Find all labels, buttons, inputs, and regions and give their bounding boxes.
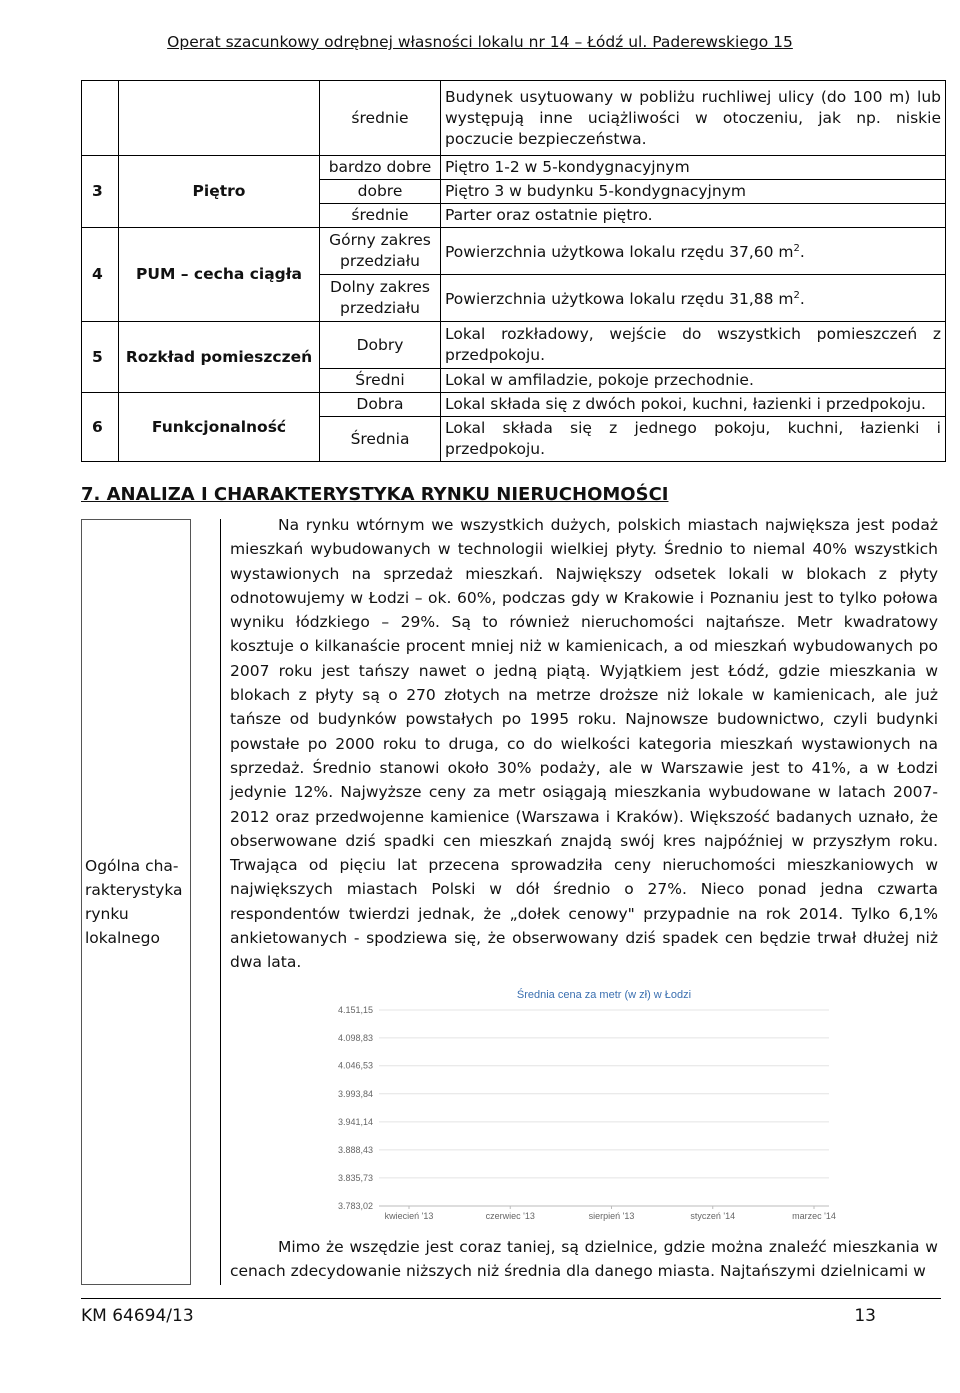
desc-text: Powierzchnia użytkowa lokalu rzędu 31,88 m (445, 290, 794, 309)
criterion-number: 6 (82, 393, 119, 462)
desc-text: Powierzchnia użytkowa lokalu rzędu 37,60 m (445, 243, 794, 262)
desc-tail: . (799, 290, 805, 309)
level-cell: Dolny zakres przedziału (320, 275, 441, 322)
column-divider (220, 519, 221, 1285)
table-row (82, 81, 946, 156)
y-tick-label: 3.888,43 (337, 1144, 373, 1155)
desc-cell (441, 228, 946, 275)
table-row (82, 228, 946, 275)
level-cell: dobre (320, 180, 441, 204)
y-tick-label: 3.835,73 (337, 1172, 373, 1183)
footer-doc-number: KM 64694/13 (81, 1306, 194, 1326)
x-tick-label: sierpień '13 (588, 1211, 635, 1221)
chart-title: Średnia cena za metr (w zł) w Łodzi (516, 989, 692, 1001)
footer-divider (81, 1298, 941, 1299)
criterion-name: Funkcjonalność (119, 393, 320, 462)
criterion-name: Piętro (119, 156, 320, 228)
criterion-number: 4 (82, 228, 119, 322)
level-cell: średnie (320, 81, 441, 156)
market-label-cell (81, 519, 191, 1285)
section-title: 7. ANALIZA I CHARAKTERYSTYKA RYNKU NIERUCHOMOŚCI (81, 484, 669, 505)
desc-tail: . (799, 243, 805, 262)
price-chart (321, 980, 837, 1226)
criterion-number: 3 (82, 156, 119, 228)
desc-cell: Parter oraz ostatnie piętro. (441, 204, 946, 228)
y-tick-label: 3.941,14 (337, 1116, 373, 1127)
market-paragraph-1: Na rynku wtórnym we wszystkich dużych, polskich miastach największa jest podaż mieszkań wybudowanych w technologii wielkiej płyty. Średnio to niemal 40% wszystkich wystawionych na sprzedaż mieszkań. Największy odsetek lokali w blokach z płyty odnotowujemy w Łodzi – ok. 60%, podczas gdy w Krakowie i Poznaniu jest to tylko połowa wyniku łódzkiego – 29%. Są to również nieruchomości najtańsze. Metr kwadratowy kosztuje o kilkanaście procent mniej niż w kamienicach, a od mieszkań wybudowanych po 2007 roku jest tańszy nawet o jedną piątą. Wyjątkiem jest Łódź, gdzie mieszkania w blokach z płyty są o 270 złotych na metrze droższe niż lokale w kamienicach, ale już tańsze od budynków powstałych po 1995 roku. Najnowsze budownictwo, czyli budynki powstałe po 2000 roku to druga, co do wielkości kategoria mieszkań wystawionych na sprzedaż. Średnio stanowi około 30% podaży, ale w Warszawie jest to 41%, a w Łodzi jedynie 12%. Najwyższe ceny za metr osiągają mieszkania wybudowane w latach 2007-2012 oraz przedwojenne kamienice (Warszawa i Kraków). Większość badanych uznało, że obserwowane dziś spadki cen mieszkań znajdą swój kres najpóźniej w przyszłym roku. Trwająca od pięciu lat przecena sprowadziła ceny nieruchomości mieszkaniowych w największych miastach Polski w dół średnio o 27%. Nieco ponad jedna czwarta respondentów twierdzi jednak, że „dołek cenowy" przypadnie na rok 2014. Tylko 6,1% ankietowanych - spodziewa się, że obserwowany dziś spadek cen będzie trwał dłużej niż dwa lata. (230, 516, 938, 972)
table-row (82, 322, 946, 369)
market-paragraph-2: Mimo że wszędzie jest coraz taniej, są dzielnice, gdzie można znaleźć mieszkania w cenach zdecydowanie niższych niż średnia dla danego miasta. Najtańszymi dzielnicami w (230, 1238, 938, 1281)
desc-superscript: 2 (793, 290, 800, 302)
criteria-table (81, 80, 946, 462)
desc-cell: Lokal rozkładowy, wejście do wszystkich pomieszczeń z przedpokoju. (441, 322, 946, 369)
y-tick-label: 4.098,83 (337, 1032, 373, 1043)
level-cell: średnie (320, 204, 441, 228)
market-label: Ogólna cha-rakterystyka rynku lokalnego (85, 857, 183, 947)
level-cell: Średni (320, 369, 441, 393)
desc-superscript: 2 (793, 243, 800, 255)
x-tick-label: styczeń '14 (690, 1211, 736, 1221)
criterion-name: PUM – cecha ciągła (119, 228, 320, 322)
desc-cell: Lokal w amfiladzie, pokoje przechodnie. (441, 369, 946, 393)
x-tick-label: marzec '14 (792, 1211, 836, 1221)
y-tick-label: 4.046,53 (337, 1060, 373, 1071)
desc-cell: Piętro 1-2 w 5-kondygnacyjnym (441, 156, 946, 180)
y-tick-label: 4.151,15 (337, 1005, 373, 1015)
desc-cell: Lokal składa się z dwóch pokoi, kuchni, łazienki i przedpokoju. (441, 393, 946, 417)
level-cell: bardzo dobre (320, 156, 441, 180)
level-cell: Dobra (320, 393, 441, 417)
criterion-number: 5 (82, 322, 119, 393)
desc-cell (441, 275, 946, 322)
level-cell: Dobry (320, 322, 441, 369)
desc-cell: Lokal składa się z jednego pokoju, kuchni, łazienki i przedpokoju. (441, 417, 946, 462)
criterion-name: Rozkład pomieszczeń (119, 322, 320, 393)
desc-cell: Piętro 3 w budynku 5-kondygnacyjnym (441, 180, 946, 204)
y-tick-label: 3.993,84 (337, 1088, 373, 1099)
x-tick-label: czerwiec '13 (485, 1211, 535, 1221)
table-row (82, 393, 946, 417)
level-cell: Górny zakres przedziału (320, 228, 441, 275)
page-header: Operat szacunkowy odrębnej własności lokalu nr 14 – Łódź ul. Paderewskiego 15 (167, 33, 793, 51)
price-chart-svg (321, 980, 837, 1226)
table-row (82, 156, 946, 180)
x-tick-label: kwiecień '13 (384, 1211, 434, 1221)
desc-cell: Budynek usytuowany w pobliżu ruchliwej ulicy (do 100 m) lub występują inne uciążliwości w otoczeniu, jak np. niskie poczucie bezpieczeństwa. (441, 81, 946, 156)
level-cell: Średnia (320, 417, 441, 462)
y-tick-label: 3.783,02 (337, 1201, 373, 1211)
footer-page-number: 13 (854, 1306, 876, 1326)
